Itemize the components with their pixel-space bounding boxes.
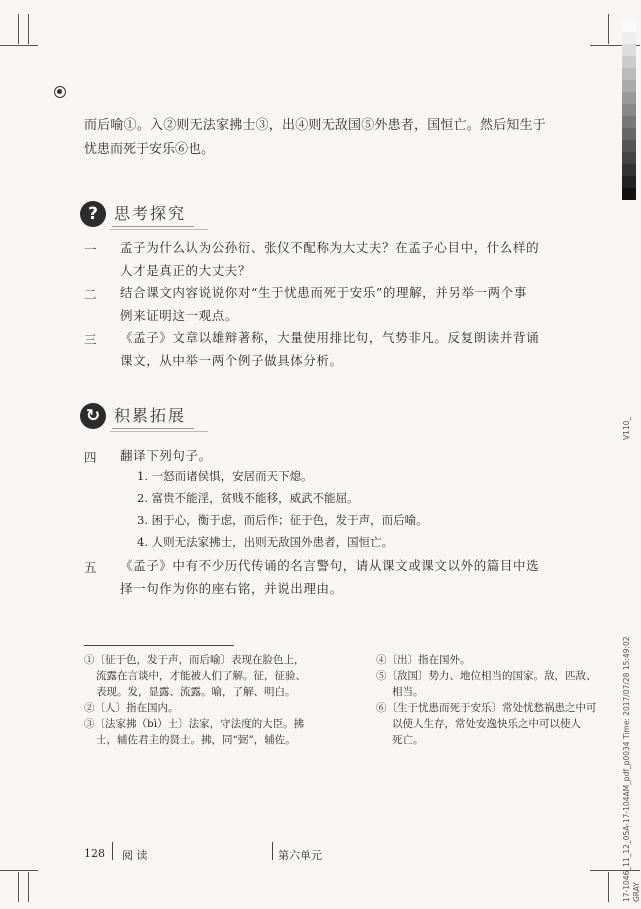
footnote-rule	[84, 645, 234, 646]
footnote-left-3: 表现。发，显露、流露。喻，了解、明白。	[96, 686, 296, 698]
grayscale-bar	[622, 20, 636, 200]
footnote-right-4: ⑥〔生于忧患而死于安乐〕常处忧愁祸患之中可	[376, 702, 597, 714]
footer-divider	[112, 842, 113, 860]
footer-divider	[272, 842, 273, 860]
question-2-number: 二	[84, 287, 97, 302]
gray-label: GRAY	[632, 882, 641, 902]
expand-section-title: 积累拓展	[112, 403, 194, 429]
print-info: 17-1046_11_12_05A-17-104AM_pdf_p0034 Time: 2017/07/28 15:49:02	[622, 636, 631, 902]
footnote-right-2: ⑤〔敌国〕势力、地位相当的国家。敌，匹敌、	[376, 670, 597, 682]
paragraph-line-1: 而后喻①。入②则无法家拂士③，出④则无敌国⑤外患者，国恒亡。然后知生于	[84, 118, 547, 133]
translate-item-4: 4. 人则无法家拂士，出则无敌国外患者，国恒亡。	[137, 535, 394, 549]
question-5-number: 五	[84, 560, 97, 575]
crop-mark	[0, 45, 38, 46]
question-4-text: 翻译下列句子。	[120, 448, 212, 463]
question-4-number: 四	[84, 450, 97, 465]
think-section-header	[80, 201, 194, 227]
footnote-left-2: 流露在言谈中，才能被人们了解。征，征验、	[96, 670, 306, 682]
question-2-line-1: 结合课文内容说说你对“生于忧患而死于安乐”的理解，并另举一两个事	[120, 285, 527, 300]
footnote-left-4: ②〔人〕指在国内。	[84, 702, 179, 714]
question-1-number: 一	[84, 242, 97, 257]
question-5-line-2: 择一句作为你的座右铭，并说出理由。	[120, 581, 343, 596]
paragraph-line-2: 忧患而死于安乐⑥也。	[84, 142, 215, 157]
footnote-left-6: 士，辅佐君主的贤士。拂，同“弼”，辅佐。	[96, 734, 296, 746]
footnote-right-5: 以使人生存，常处安逸快乐之中可以使人	[392, 718, 581, 730]
footnote-left-1: ①〔征于色，发于声，而后喻〕表现在脸色上，	[84, 654, 305, 666]
crop-mark	[608, 14, 609, 44]
crop-mark	[18, 14, 19, 44]
question-1-line-2: 人才是真正的大丈夫？	[120, 263, 252, 278]
crop-mark	[608, 872, 609, 902]
question-1-line-1: 孟子为什么认为公孙衍、张仪不配称为大丈夫？在孟子心目中，什么样的	[120, 240, 540, 255]
page-marker-icon	[54, 86, 66, 98]
page-number: 128	[84, 847, 105, 860]
arrow-circle-icon: ↻	[80, 403, 106, 429]
footnote-left-5: ③〔法家拂（bì）士〕法家，守法度的大臣。拂	[84, 718, 305, 730]
translate-item-1: 1. 一怒而诸侯惧，安居而天下熄。	[137, 469, 313, 483]
crop-mark	[28, 14, 29, 44]
question-icon: ?	[80, 201, 106, 227]
footnote-right-3: 相当。	[392, 686, 424, 698]
crop-mark	[28, 872, 29, 902]
translate-item-3: 3. 困于心，衡于虑，而后作；征于色，发于声，而后喻。	[137, 513, 428, 527]
crop-mark	[18, 872, 19, 902]
crop-mark	[0, 870, 38, 871]
footer-section-label: 阅 读	[122, 849, 148, 862]
question-3-line-2: 课文，从中举一两个例子做具体分析。	[120, 353, 343, 368]
question-2-line-2: 例来证明这一观点。	[120, 308, 238, 323]
margin-code: V110_	[622, 416, 631, 440]
expand-section-header	[80, 403, 194, 429]
question-5-line-1: 《孟子》中有不少历代传诵的名言警句，请从课文或课文以外的篇目中选	[120, 558, 540, 573]
question-3-number: 三	[84, 332, 97, 347]
think-section-title: 思考探究	[112, 201, 194, 227]
translate-item-2: 2. 富贵不能淫，贫贱不能移，威武不能屈。	[137, 491, 359, 505]
crop-mark	[590, 870, 640, 871]
footnote-right-1: ④〔出〕指在国外。	[376, 654, 471, 666]
footnote-right-6: 死亡。	[392, 734, 424, 746]
question-3-line-1: 《孟子》文章以雄辩著称，大量使用排比句，气势非凡。反复朗读并背诵	[120, 330, 540, 345]
footer-unit-label: 第六单元	[278, 849, 322, 862]
